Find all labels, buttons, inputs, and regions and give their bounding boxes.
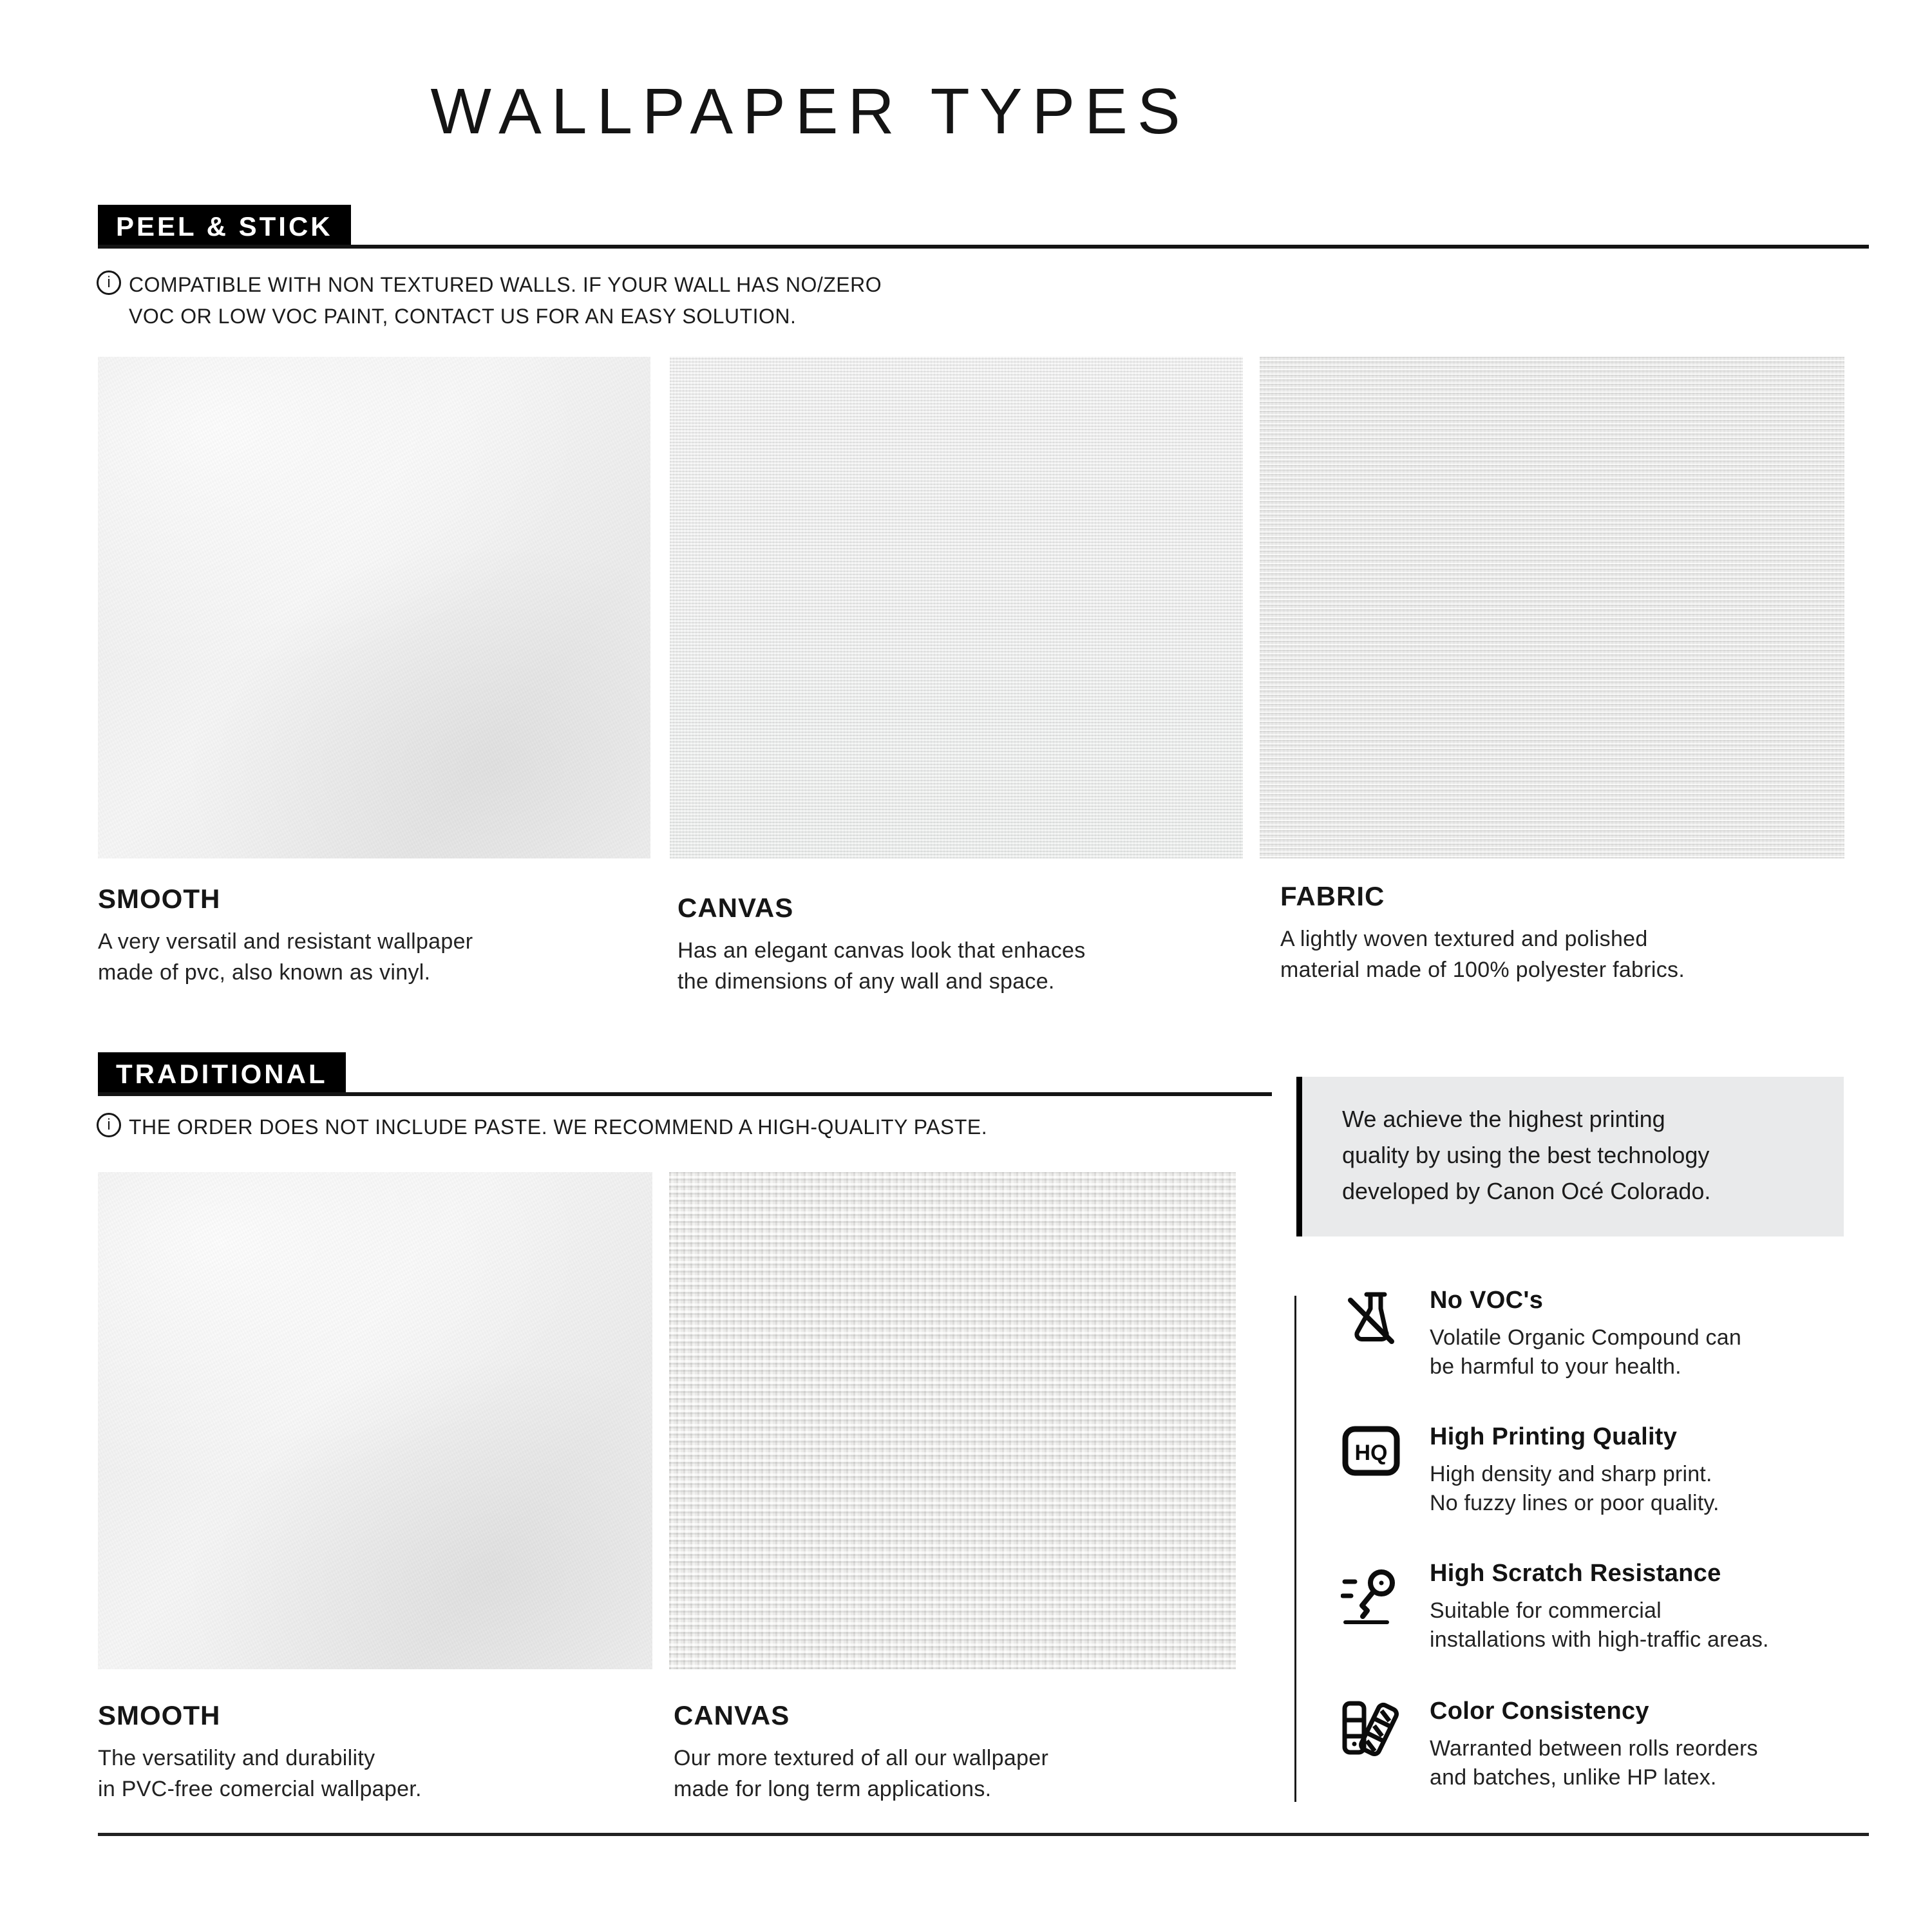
swatch-description xyxy=(677,935,1086,997)
peel-stick-canvas-caption xyxy=(677,893,1086,997)
swatch-description-line1: A very versatil and resistant wallpaper xyxy=(98,929,473,954)
info-icon xyxy=(97,1113,121,1137)
peel-stick-note xyxy=(97,269,882,332)
swatch-description-line2: in PVC-free comercial wallpaper. xyxy=(98,1777,422,1801)
traditional-smooth-swatch-image xyxy=(98,1172,652,1669)
feature-no-voc xyxy=(1341,1287,1908,1381)
feature-text xyxy=(1430,1560,1908,1654)
swatch-name: FABRIC xyxy=(1280,881,1385,911)
swatch-description-line1: Our more textured of all our wallpaper xyxy=(674,1746,1049,1770)
no-voc-flask-icon xyxy=(1341,1287,1401,1381)
feature-color-consistency xyxy=(1341,1698,1908,1792)
feature-text xyxy=(1430,1423,1908,1518)
swatch-description xyxy=(98,1743,422,1804)
scratch-key-icon xyxy=(1341,1560,1401,1654)
traditional-canvas-caption xyxy=(674,1700,1048,1804)
peel-stick-note-line2: VOC OR LOW VOC PAINT, CONTACT US FOR AN EASY SOLUTION. xyxy=(129,305,797,328)
feature-description xyxy=(1430,1323,1908,1381)
section-badge-peel-stick-label: PEEL & STICK xyxy=(116,211,333,242)
info-icon xyxy=(97,270,121,295)
feature-description xyxy=(1430,1596,1908,1654)
peel-stick-fabric-caption xyxy=(1280,881,1685,985)
peel-stick-note-line1: COMPATIBLE WITH NON TEXTURED WALLS. IF YOUR WALL HAS NO/ZERO xyxy=(129,273,882,296)
peel-stick-canvas-swatch-image xyxy=(670,357,1243,858)
section-badge-traditional-label: TRADITIONAL xyxy=(116,1059,328,1089)
swatch-description-line2: made of pvc, also known as vinyl. xyxy=(98,960,431,985)
info-icon-glyph: i xyxy=(107,274,111,291)
swatch-description xyxy=(674,1743,1048,1804)
swatch-description-line1: Has an elegant canvas look that enhaces xyxy=(677,938,1086,963)
callout-line3: developed by Canon Océ Colorado. xyxy=(1342,1178,1711,1204)
feature-description-line2: and batches, unlike HP latex. xyxy=(1430,1765,1717,1790)
svg-text:HQ: HQ xyxy=(1354,1441,1388,1465)
swatch-name: CANVAS xyxy=(677,893,794,923)
swatch-name: CANVAS xyxy=(674,1700,790,1730)
peel-stick-fabric-swatch-image xyxy=(1260,357,1844,858)
traditional-canvas-swatch-image xyxy=(669,1172,1236,1669)
feature-text xyxy=(1430,1287,1908,1381)
callout-line1: We achieve the highest printing xyxy=(1342,1106,1665,1132)
swatch-description-line1: A lightly woven textured and polished xyxy=(1280,927,1648,951)
peel-stick-note-text xyxy=(129,269,882,332)
swatch-name: SMOOTH xyxy=(98,884,221,914)
feature-description-line2: installations with high-traffic areas. xyxy=(1430,1627,1769,1652)
section-badge-traditional xyxy=(98,1052,346,1096)
callout-line2: quality by using the best technology xyxy=(1342,1142,1710,1168)
features-divider-rule xyxy=(1294,1296,1296,1802)
bottom-rule xyxy=(98,1833,1869,1836)
traditional-note xyxy=(97,1112,987,1143)
color-swatches-icon xyxy=(1341,1698,1401,1792)
feature-title: No VOC's xyxy=(1430,1287,1544,1314)
feature-description-line1: Suitable for commercial xyxy=(1430,1598,1662,1623)
info-icon-glyph: i xyxy=(107,1116,111,1133)
swatch-description-line2: the dimensions of any wall and space. xyxy=(677,969,1055,994)
swatch-name: SMOOTH xyxy=(98,1700,221,1730)
traditional-section-rule xyxy=(98,1092,1272,1096)
traditional-note-text xyxy=(129,1112,987,1143)
section-badge-peel-stick xyxy=(98,205,351,249)
feature-description xyxy=(1430,1734,1908,1792)
feature-description-line2: be harmful to your health. xyxy=(1430,1354,1681,1379)
feature-high-printing-quality xyxy=(1341,1423,1908,1518)
swatch-description xyxy=(98,926,473,988)
hq-badge-icon xyxy=(1341,1423,1401,1518)
feature-title: High Scratch Resistance xyxy=(1430,1560,1721,1587)
peel-stick-section-rule xyxy=(98,245,1869,249)
swatch-description-line2: material made of 100% polyester fabrics. xyxy=(1280,958,1685,982)
printing-quality-callout xyxy=(1296,1077,1844,1236)
traditional-note-line1: THE ORDER DOES NOT INCLUDE PASTE. WE RECOMMEND A HIGH-QUALITY PASTE. xyxy=(129,1115,988,1139)
page-title: WALLPAPER TYPES xyxy=(430,75,1190,147)
swatch-description xyxy=(1280,923,1685,985)
feature-description-line1: Warranted between rolls reorders xyxy=(1430,1736,1758,1761)
feature-description-line1: Volatile Organic Compound can xyxy=(1430,1325,1741,1350)
feature-high-scratch-resistance xyxy=(1341,1560,1908,1654)
feature-text xyxy=(1430,1698,1908,1792)
swatch-description-line1: The versatility and durability xyxy=(98,1746,375,1770)
feature-title: High Printing Quality xyxy=(1430,1423,1678,1450)
traditional-smooth-caption xyxy=(98,1700,422,1804)
swatch-description-line2: made for long term applications. xyxy=(674,1777,992,1801)
feature-description-line2: No fuzzy lines or poor quality. xyxy=(1430,1491,1719,1515)
feature-title: Color Consistency xyxy=(1430,1698,1649,1725)
feature-description xyxy=(1430,1460,1908,1518)
peel-stick-smooth-caption xyxy=(98,884,473,988)
feature-description-line1: High density and sharp print. xyxy=(1430,1462,1712,1486)
peel-stick-smooth-swatch-image xyxy=(98,357,650,858)
